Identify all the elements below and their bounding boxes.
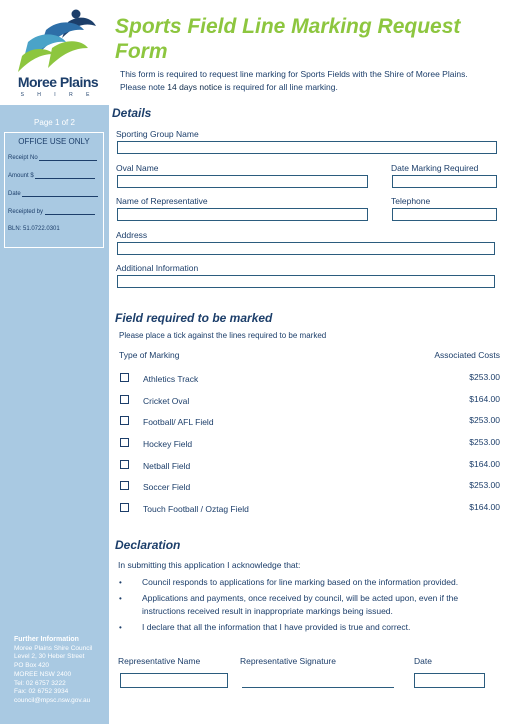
football-checkbox[interactable]	[120, 416, 129, 425]
additional-info-input[interactable]	[117, 275, 495, 288]
oval-name-input[interactable]	[117, 175, 368, 188]
athletics-checkbox[interactable]	[120, 373, 129, 382]
address-label: Address	[116, 230, 148, 240]
address-input[interactable]	[117, 242, 495, 255]
sign-date-label: Date	[414, 656, 432, 666]
intro-line-2-post: is required for all line marking.	[222, 82, 338, 92]
declaration-text: I declare that all the information that I have provided is true and correct.	[142, 622, 411, 632]
form-title: Sports Field Line Marking Request Form	[115, 15, 461, 63]
hockey-checkbox[interactable]	[120, 438, 129, 447]
marking-cost: $164.00	[469, 502, 500, 512]
rep-signature-line[interactable]	[242, 687, 394, 688]
marking-row-athletics	[120, 373, 502, 387]
fields-heading: Field required to be marked	[115, 311, 273, 325]
date-required-input[interactable]	[392, 175, 497, 188]
marking-row-football	[120, 416, 502, 430]
marking-cost: $253.00	[469, 480, 500, 490]
marking-name: Hockey Field	[143, 439, 193, 449]
contact-line: Level 2, 30 Heber Street	[14, 653, 85, 661]
contact-line: PO Box 420	[14, 662, 50, 670]
marking-cost: $253.00	[469, 415, 500, 425]
bullet-icon: •	[119, 594, 122, 603]
intro-line-2	[120, 81, 505, 94]
marking-row-cricket	[120, 395, 502, 409]
additional-info-label: Additional Information	[116, 263, 199, 273]
office-use-title: OFFICE USE ONLY	[18, 137, 90, 146]
office-use-box	[4, 132, 104, 248]
declaration-intro: In submitting this application I acknowledge that:	[118, 560, 301, 570]
marking-row-soccer	[120, 481, 502, 495]
representative-label: Name of Representative	[116, 196, 208, 206]
bullet-icon: •	[119, 623, 122, 632]
telephone-input[interactable]	[392, 208, 497, 221]
rep-signature-label: Representative Signature	[240, 656, 336, 666]
amount-label: Amount $	[8, 173, 34, 179]
marking-cost: $164.00	[469, 459, 500, 469]
intro-line-1: This form is required to request line marking for Sports Fields with the Shire of Moree Plains.	[120, 69, 468, 79]
receipted-by-line	[45, 208, 95, 215]
receipted-by-label: Receipted by	[8, 209, 44, 215]
touch-checkbox[interactable]	[120, 503, 129, 512]
marking-name: Athletics Track	[143, 374, 199, 384]
declaration-heading: Declaration	[115, 538, 181, 552]
contact-line: MOREE NSW 2400	[14, 670, 72, 678]
bullet-icon: •	[119, 578, 122, 587]
date-required-label: Date Marking Required	[391, 163, 479, 173]
amount-row	[5, 172, 103, 190]
further-title: Further Information	[14, 636, 79, 643]
declaration-text: Council responds to applications for line marking based on the information provided.	[142, 577, 459, 587]
receipt-no-line	[39, 154, 97, 161]
declaration-item	[117, 621, 502, 634]
marking-name: Football/ AFL Field	[143, 417, 214, 427]
office-date-label: Date	[8, 191, 21, 197]
receipt-no-row	[5, 154, 103, 172]
contact-line: Fax: 02 6752 3934	[14, 688, 69, 696]
sporting-group-label: Sporting Group Name	[116, 129, 199, 139]
marking-cost: $253.00	[469, 437, 500, 447]
declaration-list	[117, 576, 502, 637]
receipt-no-label: Receipt No	[8, 155, 38, 161]
amount-line	[35, 172, 95, 179]
marking-name: Netball Field	[143, 461, 191, 471]
logo-swoosh-icon	[8, 8, 104, 74]
further-information	[14, 636, 92, 706]
contact-line: Moree Plains Shire Council	[14, 644, 93, 652]
contact-line: Tel: 02 6757 3222	[14, 679, 66, 687]
marking-row-touch	[120, 503, 502, 517]
associated-costs-header: Associated Costs	[434, 350, 500, 360]
marking-cost: $164.00	[469, 394, 500, 404]
telephone-label: Telephone	[391, 196, 431, 206]
office-date-line	[22, 190, 98, 197]
marking-cost: $253.00	[469, 372, 500, 382]
type-of-marking-header: Type of Marking	[119, 350, 180, 360]
sign-date-input[interactable]	[414, 673, 485, 688]
oval-name-label: Oval Name	[116, 163, 159, 173]
contact-email: council@mpsc.nsw.gov.au	[14, 696, 91, 704]
marking-name: Soccer Field	[143, 482, 191, 492]
details-heading: Details	[112, 106, 152, 120]
logo-shire: S H I R E	[20, 92, 96, 98]
page-indicator: Page 1 of 2	[34, 118, 75, 127]
receipted-by-row	[5, 208, 103, 226]
rep-name-input[interactable]	[120, 673, 228, 688]
netball-checkbox[interactable]	[120, 460, 129, 469]
marking-row-hockey	[120, 438, 502, 452]
logo-name: Moree Plains	[17, 74, 99, 90]
marking-name: Touch Football / Oztag Field	[143, 504, 249, 514]
marking-name: Cricket Oval	[143, 396, 190, 406]
representative-input[interactable]	[117, 208, 368, 221]
bln-row	[5, 226, 103, 244]
intro-text	[120, 68, 505, 94]
declaration-item	[117, 576, 502, 589]
soccer-checkbox[interactable]	[120, 481, 129, 490]
date-row	[5, 190, 103, 208]
intro-line-2-pre: Please note	[120, 82, 168, 92]
marking-row-netball	[120, 460, 502, 474]
declaration-text: Applications and payments, once received by council, will be acted upon, even if the instructions received result in inappropriate markings being issued.	[142, 593, 459, 616]
declaration-item	[117, 592, 502, 618]
sporting-group-input[interactable]	[117, 141, 497, 154]
notice-period: 14 days notice	[167, 82, 223, 92]
bln-label: BLN: 51.0722.0301	[8, 226, 60, 232]
council-logo	[8, 8, 104, 104]
cricket-checkbox[interactable]	[120, 395, 129, 404]
fields-instruction: Please place a tick against the lines required to be marked	[119, 331, 327, 340]
rep-name-label: Representative Name	[118, 656, 201, 666]
